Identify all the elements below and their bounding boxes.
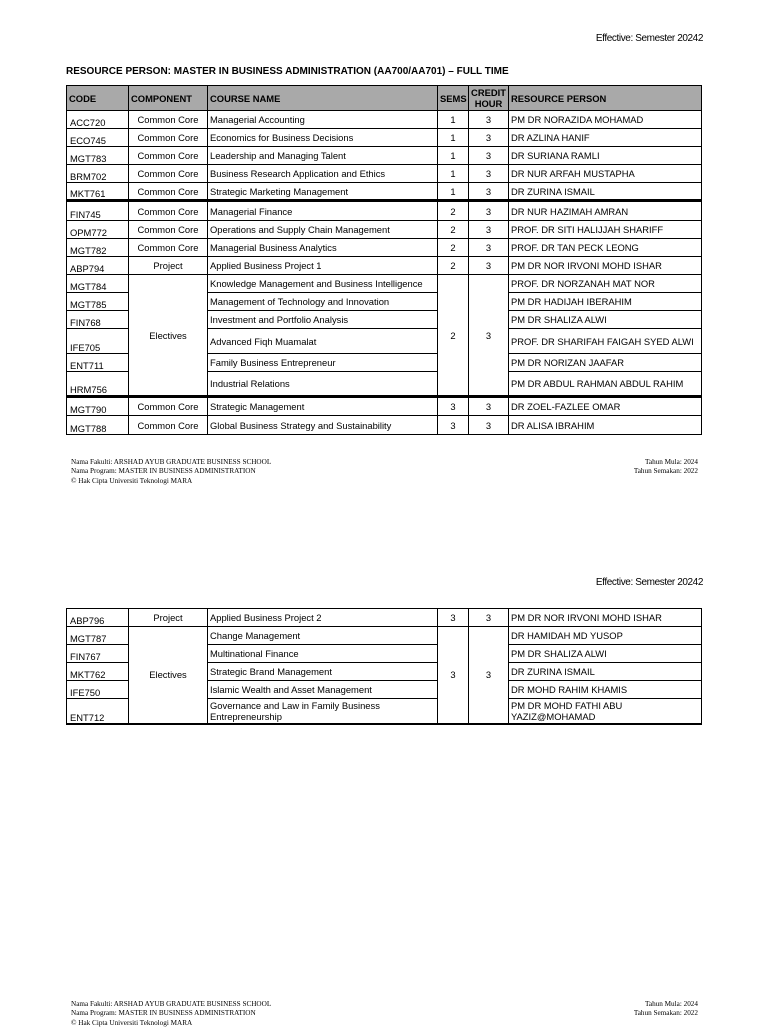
course-name: Family Business Entrepreneur: [208, 354, 438, 372]
course-code: MGT783: [67, 147, 129, 165]
course-credit-hour: 3: [469, 609, 509, 627]
course-credit-hour: 3: [469, 627, 509, 724]
footer-revision-year: Tahun Semakan: 2022: [633, 467, 698, 476]
document-title: RESOURCE PERSON: MASTER IN BUSINESS ADMINISTRATION (AA700/AA701) – FULL TIME: [66, 66, 509, 77]
resource-person-table-page2: [66, 608, 702, 725]
header-code: CODE: [67, 86, 129, 111]
course-sems: 3: [438, 627, 469, 724]
resource-person: DR MOHD RAHIM KHAMIS: [509, 681, 702, 699]
course-code: HRM756: [67, 372, 129, 397]
course-sems: 1: [438, 165, 469, 183]
footer-start-year: Tahun Mula: 2024: [645, 458, 698, 466]
course-code: MGT785: [67, 293, 129, 311]
footer-right-page2: [634, 1000, 698, 1019]
resource-person: PROF. DR SHARIFAH FAIGAH SYED ALWI: [509, 329, 702, 354]
course-sems: 2: [438, 201, 469, 221]
header-component: COMPONENT: [129, 86, 208, 111]
resource-person: PROF. DR NORZANAH MAT NOR: [509, 275, 702, 293]
course-name: Business Research Application and Ethics: [208, 165, 438, 183]
course-code: FIN745: [67, 201, 129, 221]
course-component: Electives: [129, 275, 208, 397]
footer-copyright: © Hak Cipta Universiti Teknologi MARA: [71, 476, 193, 485]
course-component: Project: [129, 609, 208, 627]
course-credit-hour: 3: [469, 111, 509, 129]
resource-person: PM DR NOR IRVONI MOHD ISHAR: [509, 257, 702, 275]
course-name: Knowledge Management and Business Intelligence: [208, 275, 438, 293]
resource-person: PM DR NORIZAN JAAFAR: [509, 354, 702, 372]
resource-person: DR SURIANA RAMLI: [509, 147, 702, 165]
table-row: [67, 201, 702, 221]
course-name: Operations and Supply Chain Management: [208, 221, 438, 239]
header-sems: SEMS: [438, 86, 469, 111]
resource-person: PM DR HADIJAH IBERAHIM: [509, 293, 702, 311]
course-code: FIN768: [67, 311, 129, 329]
course-name: Governance and Law in Family Business Entrepreneurship: [208, 699, 438, 724]
course-credit-hour: 3: [469, 275, 509, 397]
course-sems: 1: [438, 129, 469, 147]
footer-program: Nama Program: MASTER IN BUSINESS ADMINISTRATION: [71, 1009, 256, 1018]
table-row: [67, 221, 702, 239]
course-sems: 2: [438, 221, 469, 239]
course-code: MGT782: [67, 239, 129, 257]
course-component: Common Core: [129, 397, 208, 416]
course-name: Managerial Accounting: [208, 111, 438, 129]
resource-person: PROF. DR TAN PECK LEONG: [509, 239, 702, 257]
course-code: MKT762: [67, 663, 129, 681]
course-sems: 2: [438, 275, 469, 397]
resource-person: DR NUR ARFAH MUSTAPHA: [509, 165, 702, 183]
course-name: Applied Business Project 2: [208, 609, 438, 627]
course-name: Strategic Brand Management: [208, 663, 438, 681]
course-code: OPM772: [67, 221, 129, 239]
course-code: MGT784: [67, 275, 129, 293]
resource-person: DR ZURINA ISMAIL: [509, 183, 702, 201]
table-header: [67, 86, 702, 111]
course-component: Common Core: [129, 221, 208, 239]
course-code: ACC720: [67, 111, 129, 129]
course-sems: 1: [438, 183, 469, 201]
course-name: Management of Technology and Innovation: [208, 293, 438, 311]
course-name: Applied Business Project 1: [208, 257, 438, 275]
course-code: ABP796: [67, 609, 129, 627]
table-row: [67, 183, 702, 201]
course-name: Leadership and Managing Talent: [208, 147, 438, 165]
footer-start-year: Tahun Mula: 2024: [645, 1000, 698, 1008]
course-credit-hour: 3: [469, 257, 509, 275]
course-component: Common Core: [129, 183, 208, 201]
resource-person: PM DR SHALIZA ALWI: [509, 645, 702, 663]
footer-revision-year: Tahun Semakan: 2022: [633, 1009, 698, 1018]
course-credit-hour: 3: [469, 165, 509, 183]
resource-person: DR ZOEL-FAZLEE OMAR: [509, 397, 702, 416]
course-component: Common Core: [129, 239, 208, 257]
course-code: MGT788: [67, 416, 129, 435]
resource-person: DR ZURINA ISMAIL: [509, 663, 702, 681]
table-row: [67, 257, 702, 275]
course-name: Industrial Relations: [208, 372, 438, 397]
resource-person: PROF. DR SITI HALIJJAH SHARIFF: [509, 221, 702, 239]
table-row: [67, 275, 702, 293]
course-code: FIN767: [67, 645, 129, 663]
table-row: [67, 165, 702, 183]
course-component: Common Core: [129, 201, 208, 221]
course-component: Common Core: [129, 111, 208, 129]
course-code: MGT790: [67, 397, 129, 416]
course-sems: 1: [438, 111, 469, 129]
resource-person: DR HAMIDAH MD YUSOP: [509, 627, 702, 645]
table-row: [67, 111, 702, 129]
course-credit-hour: 3: [469, 147, 509, 165]
course-code: MKT761: [67, 183, 129, 201]
effective-semester: Effective: Semester 20242: [595, 33, 703, 44]
footer-left-page1: [71, 458, 271, 486]
footer-faculty: Nama Fakulti: ARSHAD AYUB GRADUATE BUSINESS SCHOOL: [71, 458, 272, 466]
resource-person: PM DR NORAZIDA MOHAMAD: [509, 111, 702, 129]
course-credit-hour: 3: [469, 239, 509, 257]
course-component: Common Core: [129, 147, 208, 165]
course-component: Project: [129, 257, 208, 275]
footer-right-page1: [634, 458, 698, 477]
course-credit-hour: 3: [469, 201, 509, 221]
course-component: Electives: [129, 627, 208, 724]
course-code: MGT787: [67, 627, 129, 645]
course-name: Strategic Management: [208, 397, 438, 416]
course-name: Managerial Business Analytics: [208, 239, 438, 257]
course-sems: 3: [438, 397, 469, 416]
course-code: IFE750: [67, 681, 129, 699]
course-sems: 2: [438, 239, 469, 257]
footer-copyright: © Hak Cipta Universiti Teknologi MARA: [71, 1018, 193, 1027]
course-name: Global Business Strategy and Sustainability: [208, 416, 438, 435]
course-name: Multinational Finance: [208, 645, 438, 663]
resource-person: DR NUR HAZIMAH AMRAN: [509, 201, 702, 221]
footer-program: Nama Program: MASTER IN BUSINESS ADMINISTRATION: [71, 467, 256, 476]
header-course-name: COURSE NAME: [208, 86, 438, 111]
course-name: Economics for Business Decisions: [208, 129, 438, 147]
footer-faculty: Nama Fakulti: ARSHAD AYUB GRADUATE BUSINESS SCHOOL: [71, 1000, 272, 1008]
course-credit-hour: 3: [469, 183, 509, 201]
course-credit-hour: 3: [469, 416, 509, 435]
table-row: [67, 239, 702, 257]
course-code: ABP794: [67, 257, 129, 275]
course-credit-hour: 3: [469, 221, 509, 239]
course-code: IFE705: [67, 329, 129, 354]
course-component: Common Core: [129, 416, 208, 435]
course-sems: 3: [438, 416, 469, 435]
resource-person-table: [66, 85, 702, 435]
course-name: Change Management: [208, 627, 438, 645]
table-row: [67, 147, 702, 165]
course-sems: 2: [438, 257, 469, 275]
resource-person: PM DR SHALIZA ALWI: [509, 311, 702, 329]
resource-person: PM DR ABDUL RAHMAN ABDUL RAHIM: [509, 372, 702, 397]
course-name: Islamic Wealth and Asset Management: [208, 681, 438, 699]
course-component: Common Core: [129, 165, 208, 183]
course-code: ENT711: [67, 354, 129, 372]
course-credit-hour: 3: [469, 129, 509, 147]
course-credit-hour: 3: [469, 397, 509, 416]
resource-person: DR AZLINA HANIF: [509, 129, 702, 147]
table-row: [67, 397, 702, 416]
table-row: [67, 609, 702, 627]
header-resource-person: RESOURCE PERSON: [509, 86, 702, 111]
course-code: BRM702: [67, 165, 129, 183]
effective-semester-page2: Effective: Semester 20242: [595, 577, 703, 588]
table-row: [67, 129, 702, 147]
course-component: Common Core: [129, 129, 208, 147]
header-credit-hour: CREDIT HOUR: [469, 86, 509, 111]
course-sems: 1: [438, 147, 469, 165]
course-name: Advanced Fiqh Muamalat: [208, 329, 438, 354]
table-row: [67, 627, 702, 645]
course-code: ECO745: [67, 129, 129, 147]
course-name: Strategic Marketing Management: [208, 183, 438, 201]
resource-person: PM DR NOR IRVONI MOHD ISHAR: [509, 609, 702, 627]
course-name: Managerial Finance: [208, 201, 438, 221]
course-sems: 3: [438, 609, 469, 627]
course-name: Investment and Portfolio Analysis: [208, 311, 438, 329]
resource-person: PM DR MOHD FATHI ABU YAZIZ@MOHAMAD: [509, 699, 702, 724]
table-row: [67, 416, 702, 435]
course-code: ENT712: [67, 699, 129, 724]
resource-person: DR ALISA IBRAHIM: [509, 416, 702, 435]
